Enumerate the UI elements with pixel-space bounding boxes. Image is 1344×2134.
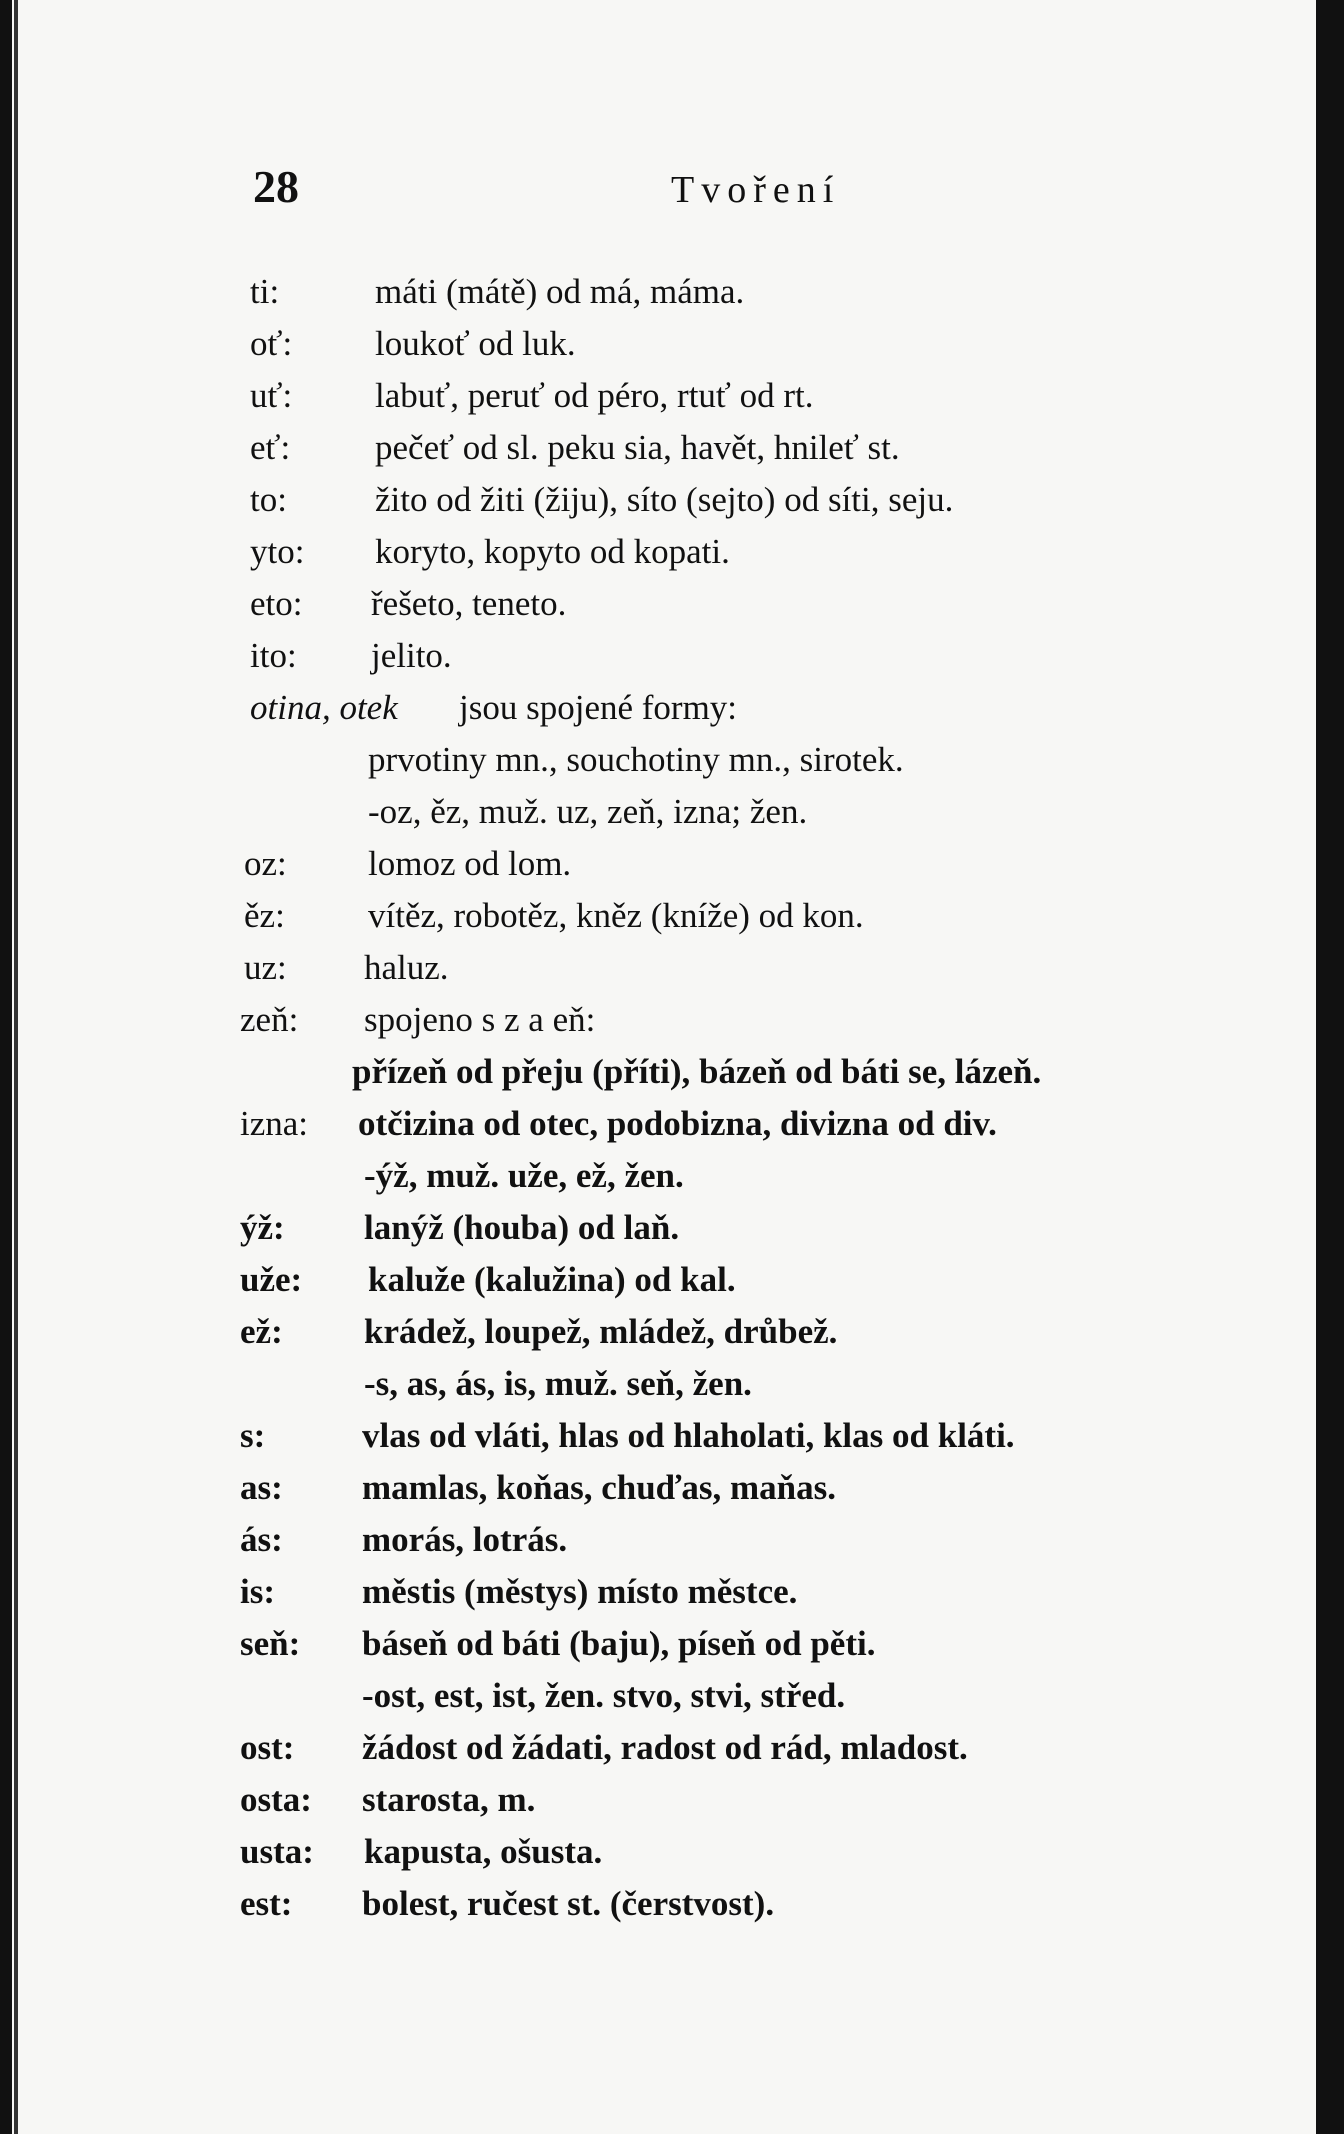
entry-text: -ýž, muž. uže, ež, žen.	[364, 1156, 684, 1195]
entry-suffix: ýž:	[240, 1208, 285, 1247]
entry-text: -ost, est, ist, žen. stvo, stvi, střed.	[362, 1676, 846, 1715]
entry-suffix: osta:	[240, 1780, 312, 1819]
entry-text: řešeto, teneto.	[371, 584, 567, 623]
entry-suffix: yto:	[250, 532, 305, 571]
entry-suffix: zeň:	[240, 1000, 299, 1039]
entry-text: báseň od báti (baju), píseň od pěti.	[362, 1624, 876, 1663]
scan-edge-left	[0, 0, 12, 2134]
entry-suffix: usta:	[240, 1832, 314, 1871]
entry-text: mamlas, koňas, chuďas, maňas.	[362, 1468, 836, 1507]
book-page	[28, 0, 1308, 2134]
entry-text: vlas od vláti, hlas od hlaholati, klas od kláti.	[362, 1416, 1015, 1455]
entry-text: morás, lotrás.	[362, 1520, 568, 1559]
scan-edge-left-inner	[14, 0, 18, 2134]
entry-suffix: s:	[240, 1416, 266, 1455]
entry-suffix: otina, otek	[250, 688, 398, 727]
entry-suffix: oz:	[244, 844, 287, 883]
entry-text: žito od žiti (žiju), síto (sejto) od síti, seju.	[375, 480, 954, 519]
entry-suffix: as:	[240, 1468, 283, 1507]
entry-suffix: ež:	[240, 1312, 283, 1351]
entry-suffix: oť:	[250, 324, 293, 363]
entry-suffix: izna:	[240, 1104, 309, 1143]
entry-suffix: uť:	[250, 376, 293, 415]
entry-suffix: eto:	[250, 584, 303, 623]
entry-text: pečeť od sl. peku sia, havět, hnileť st.	[375, 428, 900, 467]
page-header	[253, 160, 903, 220]
entry-suffix: is:	[240, 1572, 275, 1611]
entry-text: vítěz, robotěz, kněz (kníže) od kon.	[368, 896, 864, 935]
entry-text: lanýž (houba) od laň.	[364, 1208, 680, 1247]
entry-suffix: uže:	[240, 1260, 303, 1299]
entry-text: kapusta, ošusta.	[364, 1832, 603, 1871]
entry-text: bolest, ručest st. (čerstvost).	[362, 1884, 775, 1923]
entry-suffix: to:	[250, 480, 287, 519]
entry-suffix: seň:	[240, 1624, 301, 1663]
entry-text: prvotiny mn., souchotiny mn., sirotek.	[368, 740, 904, 779]
entry-suffix: eť:	[250, 428, 291, 467]
entry-text: spojeno s z a eň:	[364, 1000, 596, 1039]
entry-suffix: ti:	[250, 272, 280, 311]
entry-text: žádost od žádati, radost od rád, mladost.	[362, 1728, 968, 1767]
entry-text: jsou spojené formy:	[459, 688, 738, 727]
scan-edge-right	[1316, 0, 1344, 2134]
entry-suffix: ěz:	[244, 896, 285, 935]
entry-text: -s, as, ás, is, muž. seň, žen.	[364, 1364, 752, 1403]
entry-suffix: uz:	[244, 948, 287, 987]
entry-text: labuť, peruť od péro, rtuť od rt.	[375, 376, 814, 415]
entry-suffix: ost:	[240, 1728, 295, 1767]
entry-text: haluz.	[364, 948, 449, 987]
entry-text: krádež, loupež, mládež, drůbež.	[364, 1312, 838, 1351]
page-number: 28	[253, 161, 299, 212]
entry-text: přízeň od přeju (příti), bázeň od báti se, lázeň.	[352, 1052, 1042, 1091]
entry-text: koryto, kopyto od kopati.	[375, 532, 730, 571]
entry-suffix: ás:	[240, 1520, 283, 1559]
entry-text: starosta, m.	[362, 1780, 536, 1819]
entry-text: máti (mátě) od má, máma.	[375, 272, 745, 311]
entry-suffix: ito:	[250, 636, 297, 675]
entry-text: otčizina od otec, podobizna, divizna od div.	[358, 1104, 997, 1143]
running-title: Tvoření	[671, 169, 841, 211]
entry-text: městis (městys) místo městce.	[362, 1572, 798, 1611]
entry-text: loukoť od luk.	[375, 324, 576, 363]
entry-text: kaluže (kalužina) od kal.	[368, 1260, 736, 1299]
entry-text: -oz, ěz, muž. uz, zeň, izna; žen.	[368, 792, 808, 831]
entry-text: jelito.	[371, 636, 452, 675]
entry-suffix: est:	[240, 1884, 293, 1923]
entry-text: lomoz od lom.	[368, 844, 572, 883]
